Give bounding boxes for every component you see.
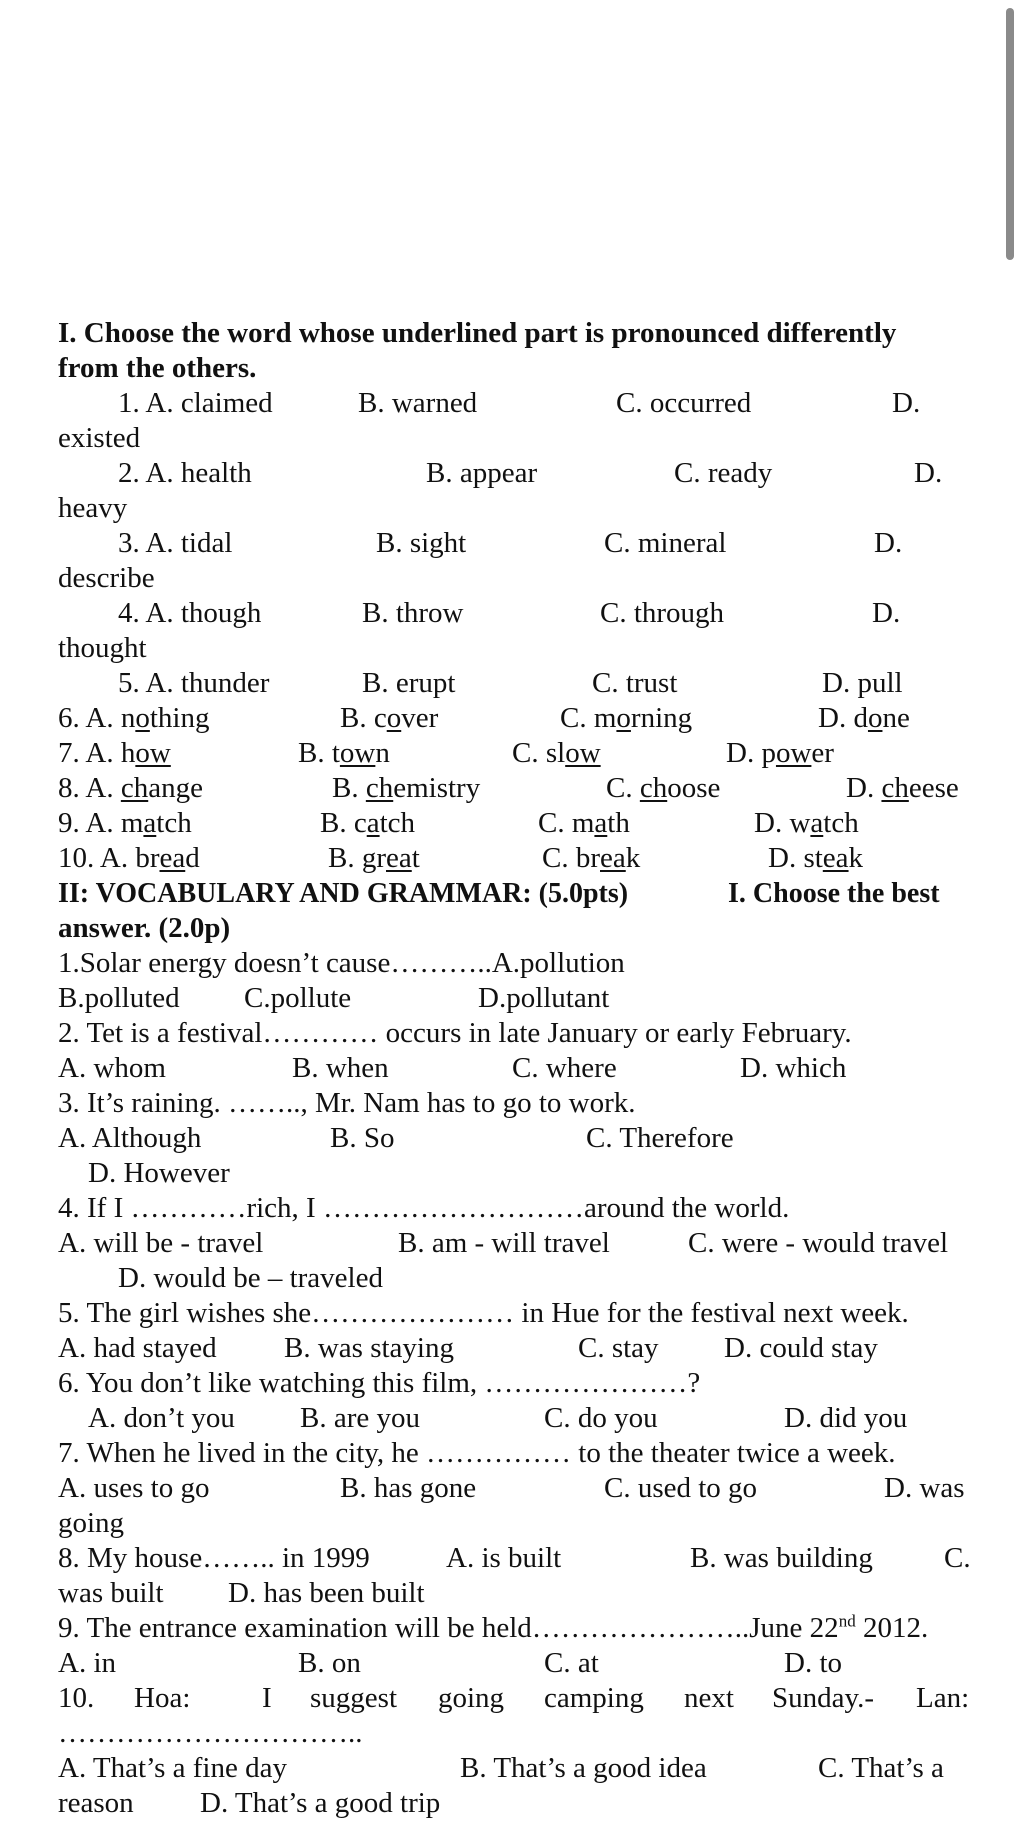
option-d: D.pollutant [478,982,610,1014]
option-d: D. did you [784,1402,908,1434]
option-d: D. That’s a good trip [200,1787,441,1819]
option-a: 5. A. thunder [118,667,270,699]
option-b: B. So [330,1122,395,1154]
option-b: B. has gone [340,1472,477,1504]
worksheet-page: I. Choose the word whose underlined part is pronounced differently from the others. 1. A. claimed B. warned C. occurred D. existed 2. A. health B. appear C. ready D. heavy 3. A. tidal B. sight C. mineral D. describe 4. A. though B. throw C. through D. thought 5. A. thunder B. erupt C. trust D. pull 6. A. nothing B. cover C. morning D. done 7. A. how B. town C. slow D. power 8. A. change B. chemistry C. choose D. cheese 9. A. match B. catch C. math D. watch 10. A. bread B. great C. break D. steak II: VOCABULARY AND GRAMMAR: (5.0pts) I. Choose the best answer. (2.0p) 1.Solar energy doesn’t cause………..A.pollution B.polluted C.pollute D.pollutant 2. Tet is a festival………… occurs in late January or early February. A. whom B. when C. where D. which 3. It’s raining. …….., Mr. Nam has to go to work. A. Although B. So C. Therefore D. However 4. If I …………rich, I ………………………around the world. A. will be - travel B. am - will travel C. were - would travel D. would be – traveled 5. The girl wishes she………………… in Hue for the festival next week. A. had stayed B. was staying C. stay D. could stay 6. You don’t like watching this film, …………………? A. don’t you B. are you C. do you D. did you 7. When he lived in the city, he …………… to the theater twice a week. A. uses to go B. has gone C. used to go D. was going 8. My house…….. in 1999 A. is built B. was building C. was built D. has been built 9. The entrance examination will be held…………………..June 22nd 2012. A. in B. on C. at D. to 10. Hoa: I suggest going camping next Sunday.- Lan: ………………………….. A. That’s a fine day B. That’s a good idea C. That’s a reason D. That’s a good trip [0,0,1024,1820]
option-a: A. don’t you [88,1402,235,1434]
option-b: B. catch [320,807,416,839]
option-d: D. power [726,737,834,769]
option-d: D. has been built [228,1577,425,1609]
question-stem: 6. You don’t like watching this film, …………………? [58,1367,701,1399]
option-a: 8. A. change [58,772,203,804]
option-a: A. in [58,1647,116,1679]
option-c: C. where [512,1052,617,1084]
option-b: B. town [298,737,390,769]
option-c: C. [944,1542,971,1574]
option-c: C. That’s a [818,1752,944,1784]
option-d: D. could stay [724,1332,878,1364]
option-b: B. when [292,1052,389,1084]
option-d: D. pull [822,667,903,699]
scrollbar-thumb[interactable] [1006,8,1014,260]
option-d: D. watch [754,807,859,839]
answer-blank: ………………………….. [58,1717,363,1749]
option-b: B. great [328,842,420,874]
option-c: C. math [538,807,630,839]
option-b: B. was staying [284,1332,454,1364]
option-b: B. cover [340,702,439,734]
question-stem: 9. The entrance examination will be held…………………..June 22nd 2012. [58,1611,929,1644]
option-a: 4. A. though [118,597,262,629]
option-b: B. on [298,1647,361,1679]
option-c: C. ready [674,457,773,489]
option-c: C. slow [512,737,601,769]
option-c: C. used to go [604,1472,758,1504]
option-a: A. had stayed [58,1332,217,1364]
option-b: B. appear [426,457,538,489]
option-a: A. is built [446,1542,562,1574]
option-d: D. steak [768,842,864,874]
option-d: D. [872,597,901,629]
option-d: D. cheese [846,772,959,804]
option-d: D. [914,457,943,489]
option-a: A. That’s a fine day [58,1752,287,1784]
option-c: C. trust [592,667,678,699]
option-a: A. uses to go [58,1472,210,1504]
option-a: 3. A. tidal [118,527,233,559]
option-d: D. would be – traveled [118,1262,383,1294]
question-stem: 4. If I …………rich, I ………………………around the world. [58,1192,790,1224]
question-stem: 1.Solar energy doesn’t cause………..A.pollution [58,947,625,979]
option-b: B. sight [376,527,467,559]
option-b: B. are you [300,1402,420,1434]
option-a: 2. A. health [118,457,252,489]
option-c: C. Therefore [586,1122,734,1154]
option-d: D. was [884,1472,965,1504]
question-stem: 8. My house…….. in 1999 [58,1542,370,1574]
option-c: C. stay [578,1332,659,1364]
question-stem: 5. The girl wishes she………………… in Hue for the festival next week. [58,1297,909,1329]
option-a: A. will be - travel [58,1227,264,1259]
option-b: B. warned [358,387,478,419]
option-d: D. done [818,702,910,734]
option-d: D. which [740,1052,847,1084]
option-a: A. whom [58,1052,166,1084]
option-a: A. Although [58,1122,202,1154]
option-d: D. However [88,1157,230,1189]
question-stem: 3. It’s raining. …….., Mr. Nam has to go to work. [58,1087,636,1119]
option-b: B.polluted [58,982,180,1014]
question-stem: 2. Tet is a festival………… occurs in late January or early February. [58,1017,852,1049]
option-c: C. choose [606,772,721,804]
option-c: C. were - would travel [688,1227,949,1259]
option-a: 9. A. match [58,807,192,839]
option-a: 10. A. bread [58,842,200,874]
option-b: B. throw [362,597,464,629]
option-a: 1. A. claimed [118,387,273,419]
option-d: D. [874,527,903,559]
option-b: B. erupt [362,667,456,699]
option-c: C. break [542,842,641,874]
option-c: C.pollute [244,982,352,1014]
option-d: D. to [784,1647,842,1679]
option-c: C. mineral [604,527,727,559]
question-stem: 7. When he lived in the city, he …………… to the theater twice a week. [58,1437,896,1469]
option-c: C. morning [560,702,693,734]
option-b: B. am - will travel [398,1227,610,1259]
option-c: C. at [544,1647,599,1679]
option-a: 6. A. nothing [58,702,210,734]
option-c: C. do you [544,1402,658,1434]
option-c: C. occurred [616,387,752,419]
option-b: B. That’s a good idea [460,1752,707,1784]
option-c: C. through [600,597,725,629]
option-b: B. chemistry [332,772,481,804]
option-d: D. [892,387,921,419]
option-a: 7. A. how [58,737,171,769]
option-b: B. was building [690,1542,873,1574]
